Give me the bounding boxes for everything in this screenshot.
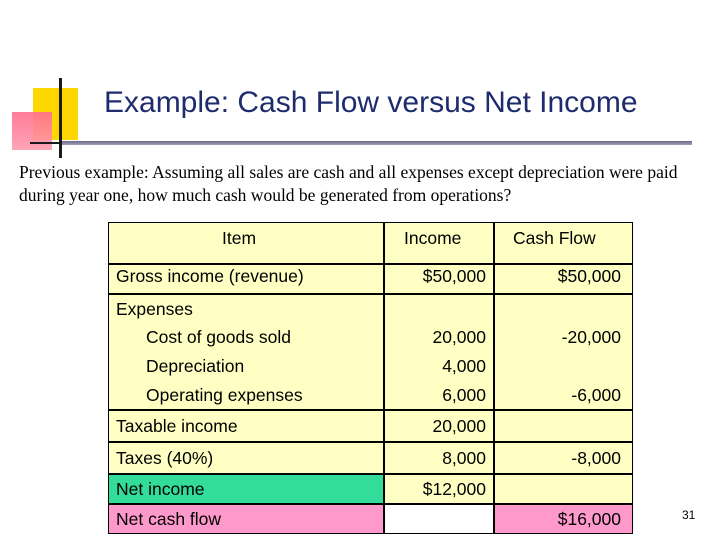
title-divider [62, 141, 692, 145]
taxable-income: 20,000 [432, 416, 486, 436]
net-cash-flow-label: Net cash flow [116, 509, 222, 529]
net-cash-flow-cash-flow: $16,000 [557, 509, 621, 529]
depreciation-income: 4,000 [442, 356, 486, 376]
expenses-label: Expenses [116, 299, 193, 319]
header-cash-flow: Cash Flow [513, 228, 596, 248]
net-income-cashflow-cell [494, 474, 633, 504]
operating-cash-flow: -6,000 [571, 385, 621, 405]
intro-text: Previous example: Assuming all sales are cash and all expenses except depreciation were paid during year one, how much cash would be generated from operations? [19, 162, 678, 205]
depreciation-label: Depreciation [146, 356, 245, 376]
gross-cash-flow: $50,000 [557, 266, 621, 286]
taxes-cash-flow: -8,000 [571, 448, 621, 468]
operating-label: Operating expenses [146, 385, 303, 405]
taxes-label: Taxes (40%) [116, 448, 214, 468]
net-income-income: $12,000 [422, 479, 486, 499]
cogs-income: 20,000 [432, 327, 486, 347]
taxes-income: 8,000 [442, 448, 486, 468]
cogs-cash-flow: -20,000 [561, 327, 621, 347]
net-income-label: Net income [116, 479, 205, 499]
slide-title: Example: Cash Flow versus Net Income [104, 86, 638, 119]
header-income: Income [404, 228, 462, 248]
net-cash-flow-income-cell [384, 504, 494, 534]
header-item: Item [222, 228, 257, 248]
operating-income: 6,000 [442, 385, 486, 405]
cash-flow-table [108, 222, 633, 534]
page-number: 31 [682, 508, 696, 522]
logo-vertical-line [59, 78, 62, 158]
taxable-cashflow-cell [494, 410, 633, 442]
logo-pink-square [12, 112, 52, 150]
taxable-label: Taxable income [116, 416, 238, 436]
gross-income: $50,000 [422, 266, 486, 286]
cogs-label: Cost of goods sold [146, 327, 291, 347]
gross-label: Gross income (revenue) [116, 266, 304, 286]
